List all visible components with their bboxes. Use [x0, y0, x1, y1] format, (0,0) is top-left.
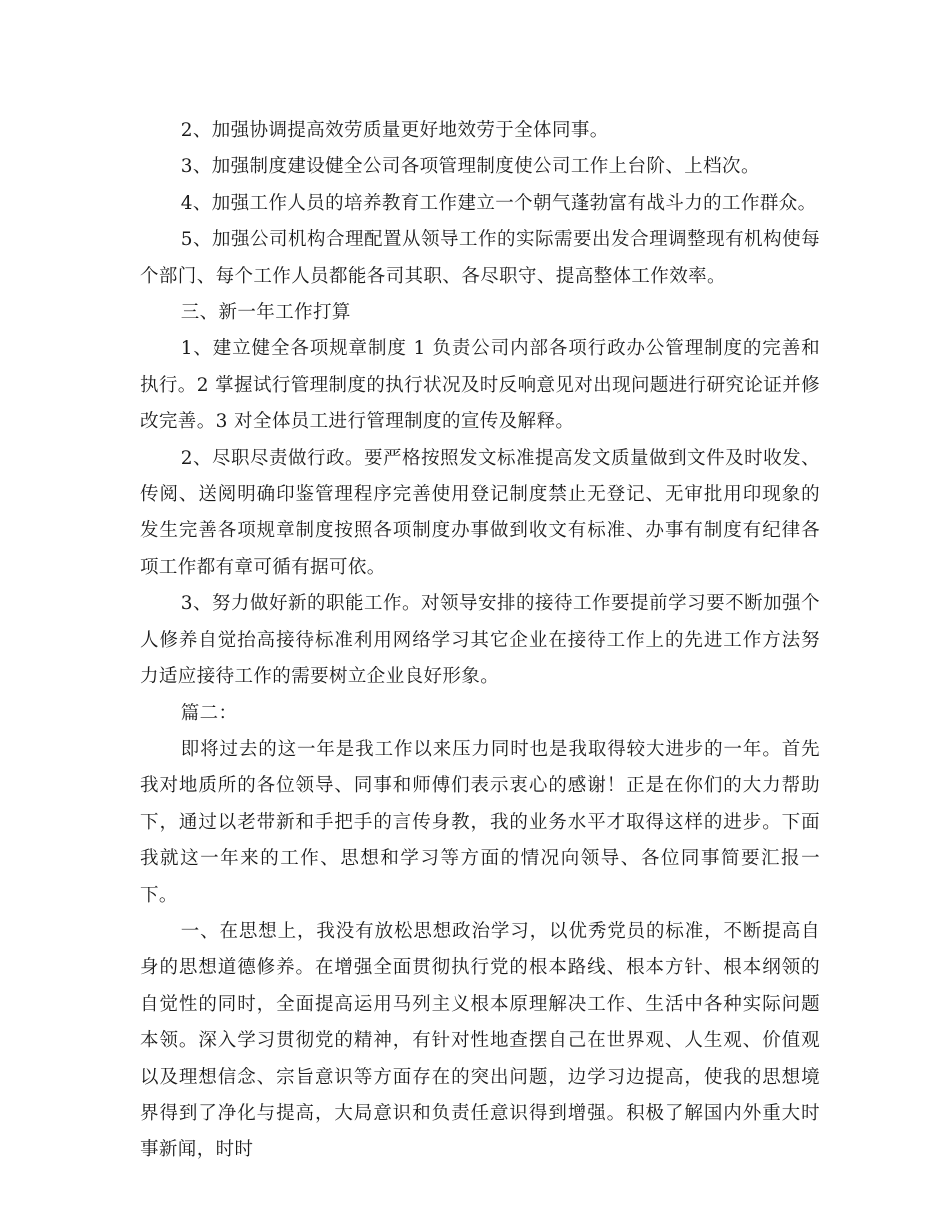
section-heading-plan: 三、新一年工作打算 [180, 302, 351, 324]
plan-item-1: 1、建立健全各项规章制度 1 负责公司内部各项行政办公管理制度的完善和执行。2 掌握试行管理制度的执行状况及时反响意见对出现问题进行研究论证并修改完善。3 对全体员工进行管理制度的宣传及解释。 [140, 338, 820, 433]
paragraph-item-5: 5、加强公司机构合理配置从领导工作的实际需要出发合理调整现有机构使每个部门、每个工作人员都能各司其职、各尽职守、提高整体工作效率。 [140, 229, 820, 287]
plan-item-3: 3、努力做好新的职能工作。对领导安排的接待工作要提前学习要不断加强个人修养自觉抬高接待标准利用网络学习其它企业在接待工作上的先进工作方法努力适应接待工作的需要树立企业良好形象。 [140, 593, 820, 688]
paragraph-item-2: 2、加强协调提高效劳质量更好地效劳于全体同事。 [180, 120, 609, 141]
part-two-thought-section: 一、在思想上，我没有放松思想政治学习，以优秀党员的标准，不断提高自身的思想道德修养。在增强全面贯彻执行党的根本路线、根本方针、根本纲领的自觉性的同时，全面提高运用马列主义根本原理解决工作、生活中各种实际问题本领。深入学习贯彻党的精神，有针对性地查摆自己在世界观、人生观、价值观以及理想信念、宗旨意识等方面存在的突出问题，边学习边提高，使我的思想境界得到了净化与提高，大局意识和负责任意识得到增强。积极了解国内外重大时事新闻，时时 [140, 920, 820, 1161]
paragraph-item-4: 4、加强工作人员的培养教育工作建立一个朝气蓬勃富有战斗力的工作群众。 [180, 192, 817, 214]
paragraph-item-3: 3、加强制度建设健全公司各项管理制度使公司工作上台阶、上档次。 [180, 156, 760, 178]
document-body [140, 113, 820, 1169]
part-two-intro: 即将过去的这一年是我工作以来压力同时也是我取得较大进步的一年。首先我对地质所的各位领导、同事和师傅们表示衷心的感谢！正是在你们的大力帮助下，通过以老带新和手把手的言传身教，我的业务水平才取得这样的进步。下面我就这一年来的工作、思想和学习等方面的情况向领导、各位同事简要汇报一下。 [140, 738, 820, 906]
plan-item-2: 2、尽职尽责做行政。要严格按照发文标准提高发文质量做到文件及时收发、传阅、送阅明确印鉴管理程序完善使用登记制度禁止无登记、无审批用印现象的发生完善各项规章制度按照各项制度办事做到收文有标准、办事有制度有纪律各项工作都有章可循有据可依。 [140, 447, 820, 578]
part-two-heading: 篇二： [180, 702, 238, 724]
